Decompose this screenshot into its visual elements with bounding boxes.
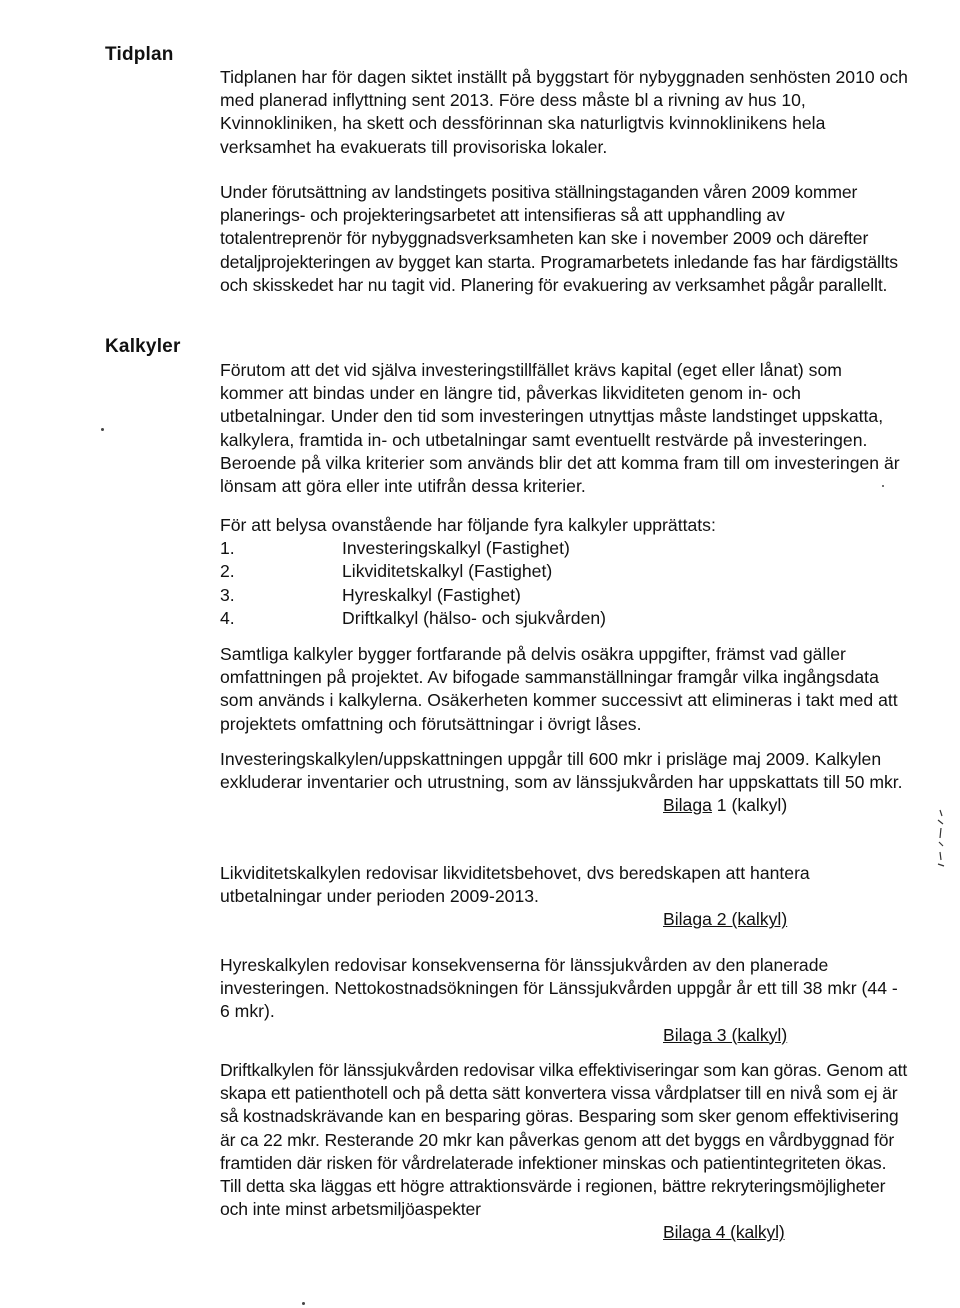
scan-speck	[101, 428, 104, 431]
margin-scribble-icon	[928, 808, 948, 868]
bilaga-3-reference: Bilaga 3 (kalkyl)	[663, 1024, 788, 1045]
heading-tidplan: Tidplan	[105, 44, 174, 65]
kalkyler-paragraph-2: Samtliga kalkyler bygger fortfarande på delvis osäkra uppgifter, främst vad gäller omfattningen på projektet. Av bifogade sammanställningar framgår vilka ingångsdata som används i kalkylerna. Osäkerheten kommer successivt att elimineras i takt med att projektets omfattning och förutsättningar i övrigt låses.	[220, 644, 898, 734]
tidplan-paragraph-1: Tidplanen har för dagen siktet inställt på byggstart för nybyggnaden senhösten 2010 och med planerad inflyttning sent 2013. Före dess måste bl a rivning av hus 10, Kvinnokliniken, ha skett och dessförinnan ska naturligtvis kvinnoklinikens hela verksamhet ha evakuerats till provisoriska lokaler.	[220, 67, 908, 157]
bilaga-4-reference: Bilaga 4 (kalkyl)	[663, 1222, 785, 1243]
kalkyler-paragraph-1: Förutom att det vid själva investeringstillfället krävs kapital (eget eller lånat) som kommer att bindas under en längre tid, påverkas likviditeten genom in- och utbetalningar. Under den tid som investeringen utnyttjas måste landstinget uppskatta, kalkylera, framtida in- och utbetalningar samt eventuellt restvärde på investeringen. Beroende på vilka kriterier som används blir det att komma fram till om investeringen är lönsam att göra eller inte utifrån dessa kriterier.	[220, 360, 900, 497]
list-item: 4. Driftkalkyl (hälso- och sjukvården)	[220, 607, 606, 628]
list-intro: För att belysa ovanstående har följande fyra kalkyler upprättats:	[220, 515, 716, 535]
kalkyl-list	[220, 537, 910, 630]
kalkyler-paragraph-3: Investeringskalkylen/uppskattningen uppgår till 600 mkr i prisläge maj 2009. Kalkylen exkluderar inventarier och utrustning, som av länssjukvården har uppskattats till 50 mkr. Bilaga 1 (kalkyl)	[220, 748, 910, 818]
kalkyler-list-block	[220, 514, 910, 630]
kalkyler-paragraph-6: Driftkalkylen för länssjukvården redovisar vilka effektiviseringar som kan göras. Genom att skapa ett patienthotell och på detta sätt konvertera vissa vårdplatser till en nivå som ej är så kostnadskrävande kan en besparing göras. Besparing som sker genom effektivisering är ca 22 mkr. Resterande 20 mkr kan påverkas genom att det byggs en vårdbyggnad för framtiden där risken för vårdrelaterade infektioner minskas och patientintegriteten ökas. Till detta ska läggas ett högre attraktionsvärde i regionen, bättre rekryteringsmöjligheter och inte minst arbetsmiljöaspekter Bilaga 4 (kalkyl)	[220, 1060, 908, 1243]
scan-speck	[302, 1302, 305, 1305]
scan-speck	[882, 485, 884, 487]
list-item: 2. Likviditetskalkyl (Fastighet)	[220, 561, 553, 582]
tidplan-paragraph-2: Under förutsättning av landstingets positiva ställningstaganden våren 2009 kommer planerings- och projekteringsarbetet att intensifieras så att upphandling av totalentreprenör för nybyggnadsverksamheten kan ske i november 2009 och därefter detaljprojekteringen av bygget kan starta. Programarbetets inledande fas har färdigställts och skisskedet har nu tagit vid. Planering för evakuering av verksamhet pågår parallellt.	[220, 182, 898, 295]
heading-kalkyler: Kalkyler	[105, 336, 181, 357]
bilaga-1-reference: Bilaga 1 (kalkyl)	[663, 795, 788, 816]
kalkyler-paragraph-4: Likviditetskalkylen redovisar likviditetsbehovet, dvs beredskapen att hantera utbetalningar under perioden 2009-2013. Bilaga 2 (kalkyl)	[220, 863, 810, 930]
list-item: 1. Investeringskalkyl (Fastighet)	[220, 538, 570, 559]
kalkyler-paragraph-5: Hyreskalkylen redovisar konsekvenserna för länssjukvården av den planerade investeringen. Nettokostnadsökningen för Länssjukvården uppgår år ett till 38 mkr (44 - 6 mkr). Bilaga 3 (kalkyl)	[220, 955, 898, 1045]
bilaga-2-reference: Bilaga 2 (kalkyl)	[663, 909, 788, 930]
list-item: 3. Hyreskalkyl (Fastighet)	[220, 584, 521, 605]
